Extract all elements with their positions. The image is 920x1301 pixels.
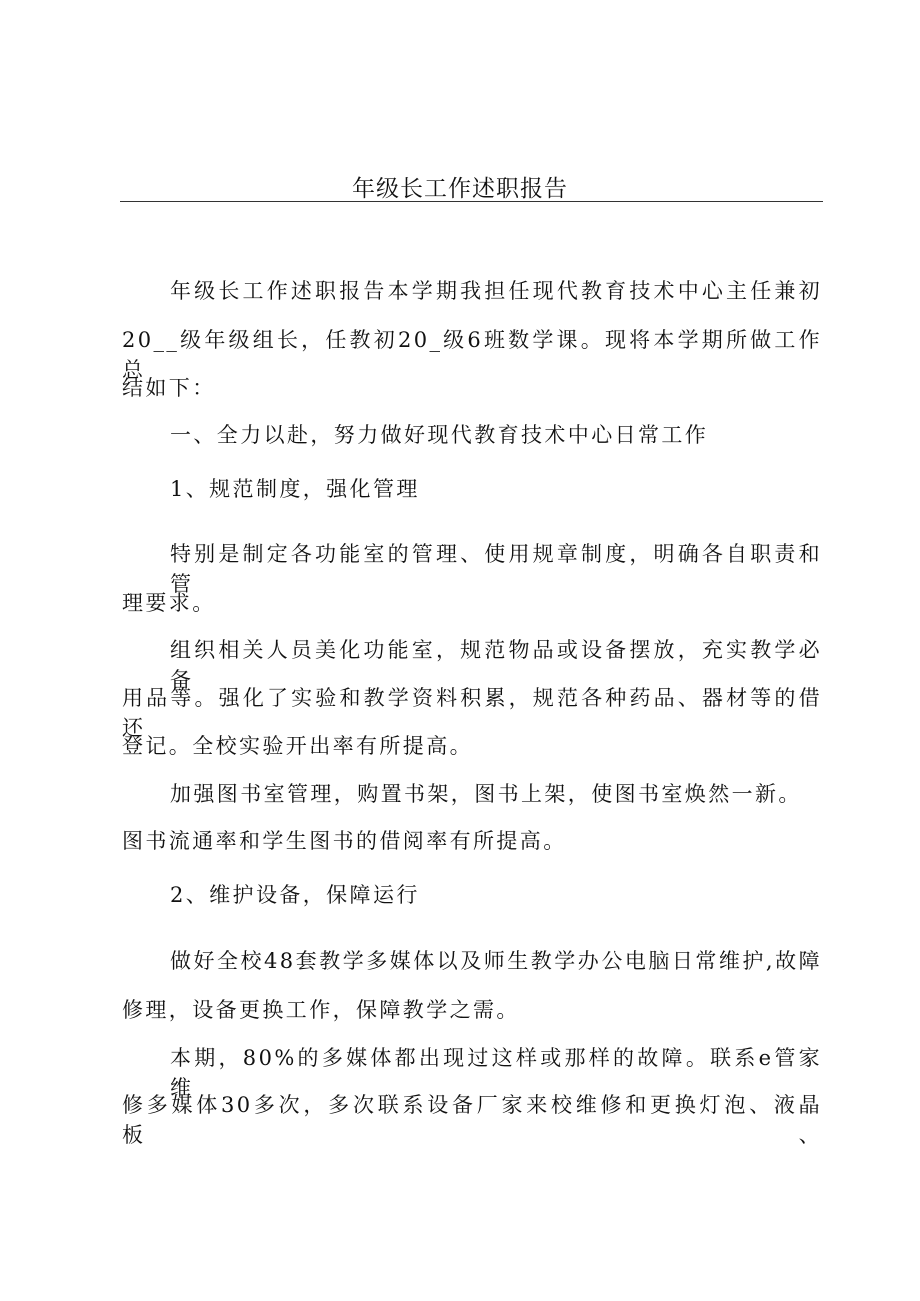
section-heading: 一、全力以赴，努力做好现代教育技术中心日常工作 — [170, 423, 709, 447]
paragraph-line: 修理，设备更换工作，保障教学之需。 — [122, 998, 520, 1022]
paragraph-line: 图书流通率和学生图书的借阅率有所提高。 — [122, 829, 567, 853]
paragraph-line: 20__级年级组长，任教初20_级6班数学课。现将本学期所做工作总 — [122, 328, 822, 382]
paragraph-line: 组织相关人员美化功能室，规范物品或设备摆放，充实教学必备 — [170, 638, 822, 692]
title-underline — [120, 201, 823, 202]
paragraph-line: 加强图书室管理，购置书架，图书上架，使图书室焕然一新。 — [170, 782, 802, 806]
paragraph-line: 特别是制定各功能室的管理、使用规章制度，明确各自职责和管 — [170, 542, 822, 596]
paragraph-line: 结如下： — [122, 376, 216, 400]
paragraph-line: 理要求。 — [122, 591, 216, 615]
paragraph-line: 本期，80%的多媒体都出现过这样或那样的故障。联系e管家维 — [170, 1046, 822, 1100]
subsection-heading: 1、规范制度，强化管理 — [170, 477, 420, 501]
paragraph-line: 做好全校48套教学多媒体以及师生教学办公电脑日常维护,故障 — [170, 949, 822, 973]
paragraph-line: 修多媒体30多次，多次联系设备厂家来校维修和更换灯泡、液晶板、 — [122, 1093, 822, 1147]
paragraph-line: 年级长工作述职报告本学期我担任现代教育技术中心主任兼初 — [170, 279, 822, 303]
subsection-heading: 2、维护设备，保障运行 — [170, 883, 420, 907]
document-title: 年级长工作述职报告 — [352, 176, 568, 202]
paragraph-line: 登记。全校实验开出率有所提高。 — [122, 734, 473, 758]
paragraph-line: 用品等。强化了实验和教学资料积累，规范各种药品、器材等的借还 — [122, 686, 822, 740]
